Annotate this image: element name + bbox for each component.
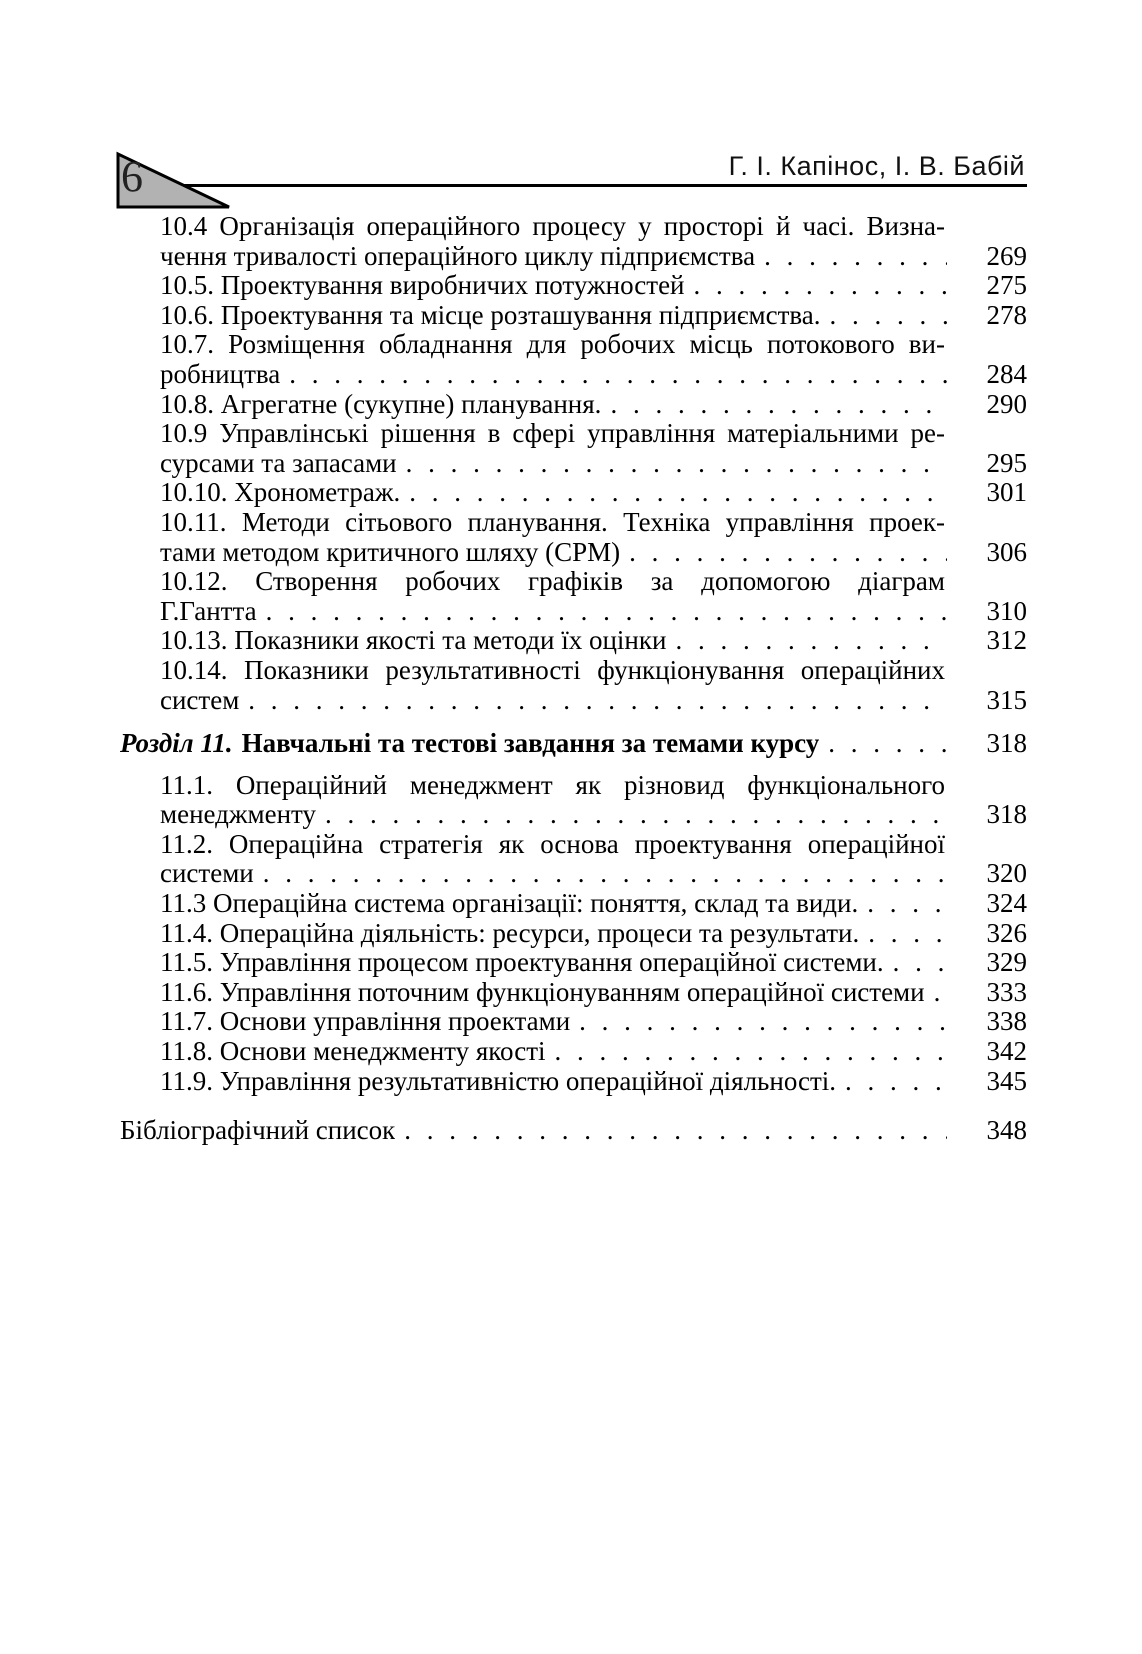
toc-page-number: 275: [986, 270, 1027, 301]
toc-entry: [160, 1007, 1027, 1037]
dot-leader: [395, 1116, 947, 1146]
toc-entry-text: 10.5. Проектування виробничих потужностей: [160, 271, 685, 301]
toc-entry-text: сурсами та запасами: [160, 448, 397, 478]
toc-page-number: 278: [986, 299, 1027, 330]
toc-entry: [160, 889, 1027, 919]
dot-leader: [858, 889, 947, 919]
dot-leader: [316, 800, 947, 830]
toc-entry-text: 11.5. Управління процесом проектування операційної системи.: [160, 948, 884, 978]
toc-entry-line: 11.2. Операційна стратегія як основа проектування операційної: [160, 828, 945, 859]
toc-entry: [160, 301, 1027, 331]
toc-entry-final-line: [160, 449, 1027, 479]
toc-entry-final-line: [160, 301, 1027, 331]
toc-page-number: 320: [986, 858, 1027, 889]
dot-leader: [859, 919, 947, 949]
toc-entry-final-line: [160, 859, 1027, 889]
bibliography-label: Бібліографічний список: [120, 1116, 396, 1146]
toc-page-number: 301: [986, 477, 1027, 508]
toc-entry-text: 11.3 Операційна система організації: поняття, склад та види.: [160, 889, 859, 919]
header-divider-rule: [120, 184, 1027, 187]
toc-page-number: 312: [986, 625, 1027, 656]
toc-entry: [160, 978, 1027, 1008]
toc-page-number: 290: [986, 388, 1027, 419]
toc-entry: [160, 830, 1027, 889]
page-number: 6: [121, 152, 143, 201]
dot-leader: [821, 301, 947, 331]
toc-page-number: 284: [986, 358, 1027, 389]
toc-entry-text: 11.4. Операційна діяльність: ресурси, процеси та результати.: [160, 918, 860, 948]
toc-entry: [160, 508, 1027, 567]
toc-entry-final-line: [160, 271, 1027, 301]
toc-page-number: 326: [986, 917, 1027, 948]
toc-entry: [160, 330, 1027, 389]
header-authors: Г. І. Капінос, І. В. Бабій: [728, 151, 1025, 181]
dot-leader: [685, 271, 948, 301]
dot-leader: [666, 626, 947, 656]
toc-page-number: 295: [986, 447, 1027, 478]
toc-page-number: 338: [986, 1006, 1027, 1037]
toc-entry-text: систем: [160, 685, 240, 715]
toc-entry: [160, 919, 1027, 949]
toc-entry-text: 11.7. Основи управління проектами: [160, 1007, 571, 1037]
dot-leader: [836, 1067, 947, 1097]
toc-entry: [160, 1067, 1027, 1097]
toc-entry-final-line: [160, 626, 1027, 656]
dot-leader: [400, 478, 947, 508]
toc-entry-line: 10.11. Методи сітьового планування. Техніка управління проек-: [160, 506, 945, 537]
toc-entry-final-line: [160, 978, 1027, 1008]
toc-entry-final-line: [160, 390, 1027, 420]
toc-entry-final-line: [160, 1067, 1027, 1097]
table-of-contents: [120, 212, 1027, 1146]
toc-entry-line: 10.4 Організація операційного процесу у просторі й часі. Визна-: [160, 211, 945, 241]
toc-entry-text: робництва: [160, 359, 281, 389]
section-title-label: Навчальні та тестові завдання за темами курсу: [241, 729, 820, 759]
dot-leader: [570, 1007, 947, 1037]
toc-entry-line: 10.14. Показники результативності функціонування операційних: [160, 654, 945, 685]
dot-leader: [620, 538, 947, 568]
toc-entry-final-line: [160, 538, 1027, 568]
toc-entry: [160, 271, 1027, 301]
toc-entry-final-line: [160, 242, 1027, 272]
toc-entry-text: 10.6. Проектування та місце розташування підприємства.: [160, 300, 821, 330]
toc-entry-line: 10.7. Розміщення обладнання для робочих місць потокового ви-: [160, 329, 945, 360]
toc-page-number: 315: [986, 684, 1027, 715]
dot-leader: [601, 390, 947, 420]
toc-entry-final-line: [160, 800, 1027, 830]
toc-page-number: 333: [986, 976, 1027, 1007]
dot-leader: [280, 360, 947, 390]
toc-entry-text: 11.8. Основи менеджменту якості: [160, 1037, 546, 1067]
toc-page-number: 310: [986, 595, 1027, 626]
toc-entry: [160, 419, 1027, 478]
toc-entry-line: 10.12. Створення робочих графіків за допомогою діаграм: [160, 566, 945, 597]
dot-leader: [546, 1037, 947, 1067]
dot-leader: [925, 978, 947, 1008]
toc-entry-text: 10.10. Хронометраж.: [160, 478, 401, 508]
toc-entry-text: 11.9. Управління результативністю операційної діяльності.: [160, 1066, 837, 1096]
toc-entry-final-line: [160, 478, 1027, 508]
toc-entry-final-line: [160, 1007, 1027, 1037]
toc-bibliography-row: [120, 1116, 1027, 1146]
toc-page-number: 324: [986, 888, 1027, 919]
toc-entry-final-line: [160, 889, 1027, 919]
toc-entry: [160, 212, 1027, 271]
dot-leader: [239, 686, 947, 716]
toc-entry: [160, 771, 1027, 830]
toc-entry-text: тами методом критичного шляху (СРМ): [160, 537, 621, 567]
toc-entry: [160, 478, 1027, 508]
dot-leader: [254, 859, 947, 889]
toc-entry: [160, 1037, 1027, 1067]
toc-part-11: [120, 771, 1027, 1097]
toc-entry: [160, 656, 1027, 715]
dot-leader: [755, 242, 947, 272]
toc-section-heading: [120, 729, 1027, 759]
toc-entry-final-line: [160, 919, 1027, 949]
toc-entry-line: 10.9 Управлінські рішення в сфері управління матеріальними ре-: [160, 418, 945, 449]
toc-entry-line: 11.1. Операційний менеджмент як різновид функціонального: [160, 769, 945, 800]
toc-part-10: [120, 212, 1027, 715]
toc-entry-text: 10.13. Показники якості та методи їх оцінки: [160, 626, 667, 656]
toc-entry-text: системи: [160, 859, 254, 889]
toc-entry: [160, 390, 1027, 420]
toc-entry: [160, 948, 1027, 978]
dot-leader: [884, 948, 947, 978]
toc-entry-final-line: [160, 686, 1027, 716]
toc-entry: [160, 626, 1027, 656]
toc-entry-text: чення тривалості операційного циклу підприємства: [160, 241, 756, 271]
section-number-label: Розділ 11.: [120, 728, 233, 759]
toc-page-number: 348: [986, 1115, 1027, 1146]
toc-entry: [160, 567, 1027, 626]
toc-entry-final-line: [160, 948, 1027, 978]
toc-page-number: 269: [986, 240, 1027, 271]
toc-page-number: 306: [986, 536, 1027, 567]
toc-entry-text: Г.Гантта: [160, 596, 257, 626]
toc-page-number: 345: [986, 1065, 1027, 1096]
toc-page-number: 329: [986, 947, 1027, 978]
toc-entry-text: менеджменту: [160, 800, 317, 830]
toc-page-number: 318: [986, 728, 1027, 759]
dot-leader: [819, 729, 947, 759]
dot-leader: [257, 597, 947, 627]
toc-page-number: 342: [986, 1036, 1027, 1067]
toc-page-number: 318: [986, 799, 1027, 830]
toc-entry-final-line: [160, 597, 1027, 627]
toc-entry-final-line: [160, 1037, 1027, 1067]
dot-leader: [397, 449, 947, 479]
toc-entry-final-line: [160, 360, 1027, 390]
toc-entry-text: 10.8. Агрегатне (сукупне) планування.: [160, 389, 602, 419]
toc-entry-text: 11.6. Управління поточним функціонуванням операційної системи: [160, 977, 925, 1007]
